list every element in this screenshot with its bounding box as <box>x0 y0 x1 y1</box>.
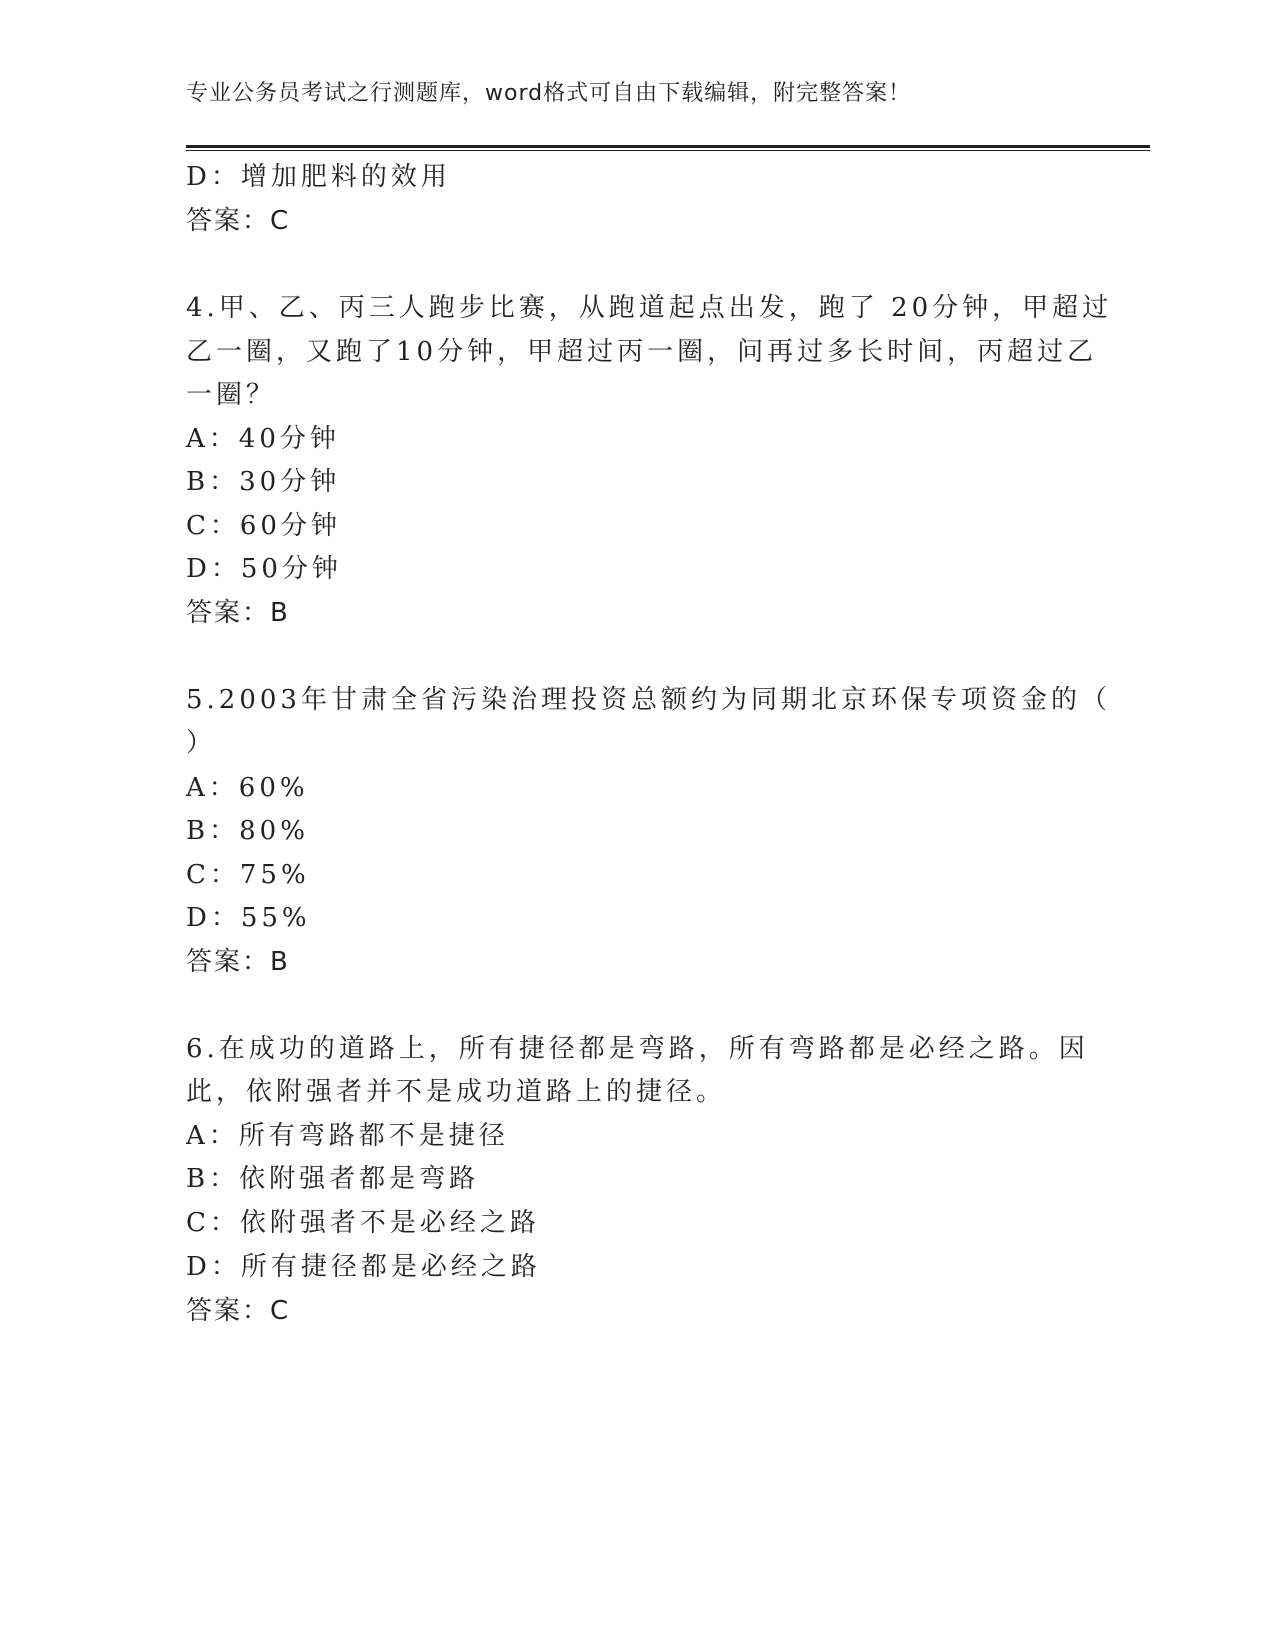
q5-stem-line-2: ） <box>186 728 217 758</box>
divider-thick-line <box>186 145 1150 148</box>
q5-option-b: B：80% <box>186 816 309 846</box>
q6-stem-line-2: 此，依附强者并不是成功道路上的捷径。 <box>186 1077 727 1107</box>
q5-stem-line-1: 5.2003年甘肃全省污染治理投资总额约为同期北京环保专项资金的（ <box>186 685 1111 715</box>
q5-option-d: D：55% <box>186 903 311 933</box>
q6-stem-line-1: 6.在成功的道路上，所有捷径都是弯路，所有弯路都是必经之路。因 <box>186 1034 1089 1064</box>
q4-answer: 答案：B <box>186 598 290 628</box>
q4-option-b: B：30分钟 <box>186 467 341 497</box>
header-divider <box>186 145 1150 151</box>
q6-option-a: A：所有弯路都不是捷径 <box>186 1121 509 1151</box>
q4-stem-line-3: 一圈？ <box>186 380 277 410</box>
q4-option-c: C：60分钟 <box>186 511 341 541</box>
q4-option-a: A：40分钟 <box>186 424 340 454</box>
q4-stem-line-2: 乙一圈，又跑了10分钟，甲超过丙一圈，问再过多长时间，丙超过乙 <box>186 337 1098 367</box>
divider-thin-line <box>186 150 1150 151</box>
q6-option-d: D：所有捷径都是必经之路 <box>186 1252 541 1282</box>
q5-option-c: C：75% <box>186 860 310 890</box>
q5-answer: 答案：B <box>186 947 290 977</box>
q3-answer: 答案：C <box>186 206 291 236</box>
q6-option-b: B：依附强者都是弯路 <box>186 1164 480 1194</box>
q4-option-d: D：50分钟 <box>186 554 342 584</box>
q3-option-d: D：增加肥料的效用 <box>186 162 451 192</box>
q6-answer: 答案：C <box>186 1296 291 1326</box>
q4-stem-line-1: 4.甲、乙、丙三人跑步比赛，从跑道起点出发，跑了 20分钟，甲超过 <box>186 293 1113 323</box>
q5-option-a: A：60% <box>186 773 309 803</box>
page-header: 专业公务员考试之行测题库，word格式可自由下载编辑，附完整答案！ <box>186 81 912 106</box>
q6-option-c: C：依附强者不是必经之路 <box>186 1208 540 1238</box>
